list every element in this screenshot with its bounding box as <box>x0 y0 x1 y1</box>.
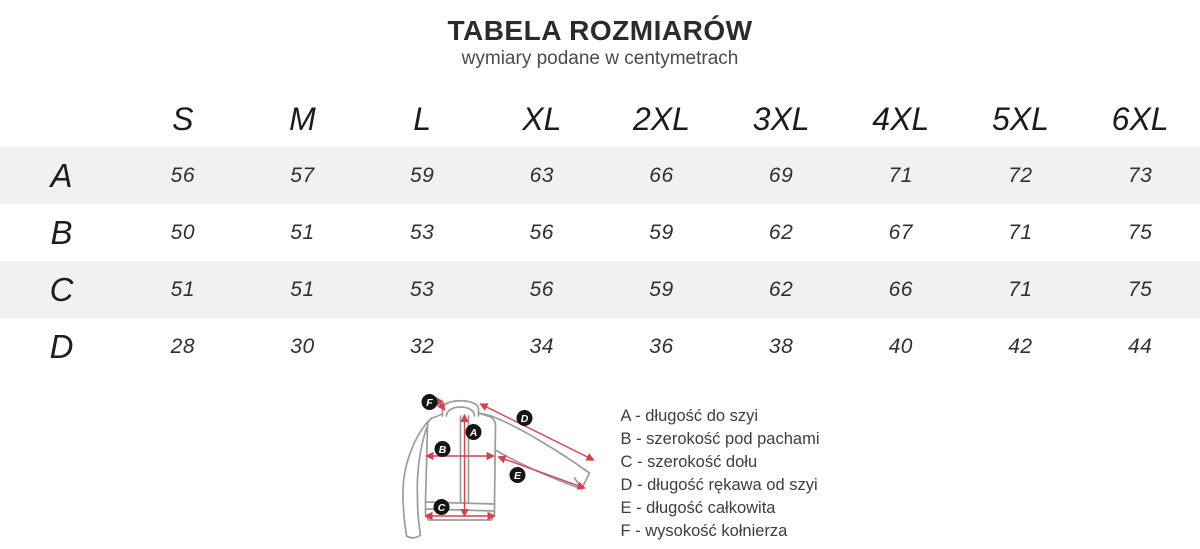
badge-letter-F: F <box>426 396 434 409</box>
measure-line-F <box>437 398 445 410</box>
size-value-cell: 38 <box>768 334 794 358</box>
legend-item: E - długość całkowita <box>620 499 776 517</box>
diagram-section <box>0 390 1200 548</box>
size-value-cell: 56 <box>529 220 554 244</box>
legend-item: A - długość do szyi <box>620 407 759 425</box>
jacket-outline <box>404 401 590 538</box>
size-value-cell: 71 <box>1008 220 1033 244</box>
size-value-cell: 75 <box>1127 277 1153 301</box>
measure-row-label-B: B <box>50 213 73 251</box>
size-value-cell: 28 <box>170 334 195 358</box>
measure-row-label-D: D <box>49 327 74 365</box>
legend-item: F - wysokość kołnierza <box>620 522 788 540</box>
size-column-header-2XL: 2XL <box>632 100 690 137</box>
page-title: TABELA ROZMIARÓW <box>447 15 753 46</box>
measure-row-C <box>0 261 1200 318</box>
jacket-measurement-diagram <box>380 390 608 548</box>
size-value-cell: 56 <box>529 277 554 301</box>
size-value-cell: 56 <box>170 163 195 187</box>
size-column-header-L: L <box>413 100 432 137</box>
size-value-cell: 53 <box>409 220 435 244</box>
size-table-head <box>0 91 1200 147</box>
size-value-cell: 51 <box>290 220 315 244</box>
size-value-cell: 50 <box>170 220 195 244</box>
measure-row-label-C: C <box>49 270 74 308</box>
size-column-header-6XL: 6XL <box>1111 100 1169 137</box>
size-value-cell: 44 <box>1127 334 1153 358</box>
size-table-body <box>0 147 1200 375</box>
size-value-cell: 40 <box>888 334 913 358</box>
size-value-cell: 42 <box>1008 334 1033 358</box>
badge-letter-D: D <box>521 412 529 425</box>
size-value-cell: 66 <box>649 163 674 187</box>
size-value-cell: 73 <box>1127 163 1153 187</box>
measure-row-D <box>0 318 1200 375</box>
size-value-cell: 59 <box>409 163 435 187</box>
size-value-cell: 30 <box>290 334 315 358</box>
corner-cell <box>0 91 123 147</box>
size-column-header-S: S <box>172 100 194 137</box>
badge-letter-B: B <box>439 443 447 456</box>
size-value-cell: 69 <box>768 163 794 187</box>
size-value-cell: 36 <box>649 334 674 358</box>
badge-letter-C: C <box>438 501 446 514</box>
page-header <box>0 0 1200 70</box>
measurement-badges <box>422 394 533 515</box>
size-value-cell: 53 <box>409 277 435 301</box>
size-table <box>0 91 1200 375</box>
size-value-cell: 57 <box>290 163 315 187</box>
legend-item: D - długość rękawa od szyi <box>620 476 818 494</box>
page-subtitle: wymiary podane w centymetrach <box>461 48 739 69</box>
badge-letter-A: A <box>470 426 478 439</box>
size-column-header-5XL: 5XL <box>991 100 1049 137</box>
size-value-cell: 66 <box>888 277 913 301</box>
legend-item: B - szerokość pod pachami <box>620 430 820 448</box>
size-column-header-XL: XL <box>522 100 562 137</box>
size-value-cell: 34 <box>529 334 554 358</box>
size-column-header-M: M <box>289 100 316 137</box>
size-value-cell: 72 <box>1008 163 1033 187</box>
size-value-cell: 62 <box>768 220 794 244</box>
badge-letter-E: E <box>514 469 522 482</box>
measure-row-B <box>0 204 1200 261</box>
measurement-legend <box>620 390 819 543</box>
size-value-cell: 51 <box>170 277 195 301</box>
size-value-cell: 59 <box>649 220 674 244</box>
size-column-header-3XL: 3XL <box>752 100 810 137</box>
size-value-cell: 71 <box>1008 277 1033 301</box>
size-value-cell: 67 <box>888 220 913 244</box>
size-value-cell: 32 <box>409 334 435 358</box>
measure-row-label-A: A <box>50 156 73 194</box>
measure-row-A <box>0 147 1200 204</box>
size-column-header-4XL: 4XL <box>872 100 930 137</box>
size-value-cell: 71 <box>888 163 913 187</box>
legend-item: C - szerokość dołu <box>620 453 758 471</box>
size-value-cell: 59 <box>649 277 674 301</box>
size-value-cell: 51 <box>290 277 315 301</box>
size-value-cell: 62 <box>768 277 794 301</box>
size-value-cell: 75 <box>1127 220 1153 244</box>
size-header-row <box>0 91 1200 147</box>
size-value-cell: 63 <box>529 163 554 187</box>
